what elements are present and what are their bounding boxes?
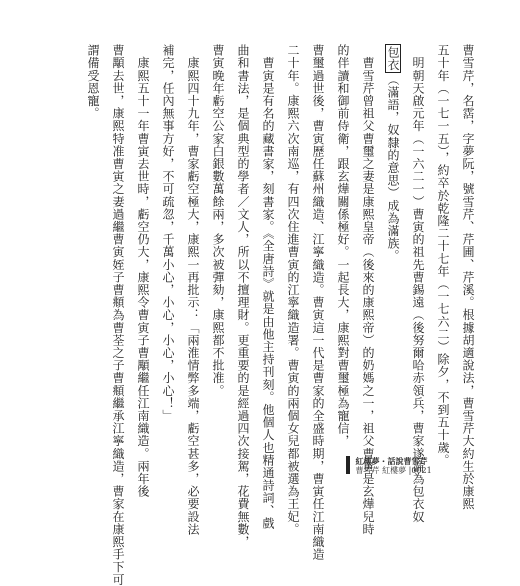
footer-lines [356, 456, 432, 476]
column-text: 康熙四十九年，曹家虧空極大，康熙一再批示：「兩淮情弊多端，虧空甚多，必要設法 [186, 44, 200, 536]
boxed-term: 包衣 [386, 46, 400, 72]
text-column [133, 44, 152, 498]
column-text: 二十年。康熙六次南巡，有四次住進曹寅的江寧織造署。曹寅的兩個女兒都被選為王妃。 [286, 44, 300, 536]
text-column [408, 44, 427, 523]
column-text: 五十年（一七一五），約卒於乾隆二十七年（一七六二）除夕，不到五十歲。 [436, 44, 450, 467]
text-column [208, 44, 227, 397]
text-column [233, 44, 252, 548]
footer-page-number: 曹雪芹 紅樓夢 |0021 [355, 466, 432, 475]
column-text: 康熙五十一年曹寅去世時，虧空仍大，康熙令曹寅子曹顒繼任江南織造。兩年後 [136, 44, 150, 498]
column-text: 曹雪芹曾祖父曹璽之妻是康熙皇帝（後來的康熙帝）的奶媽之一，祖父曹寅是玄燁兒時 [361, 44, 375, 536]
column-text: 曹雪芹，名霑，字夢阮，號雪芹、芹圃、芹溪。根據胡適說法，曹雪芹大約生於康熙 [461, 44, 475, 511]
column-text: 的伴讀和御前侍衛，跟玄燁關係極好。一起長大，康熙對曹璽極為寵信， [336, 44, 350, 448]
page-footer [346, 456, 432, 476]
column-text: 明朝天啟元年（一六二一）曹寅的祖先曹錫遠（後努爾哈赤領兵，曹家遂淪為包衣奴 [411, 44, 425, 523]
footer-marker [346, 456, 350, 474]
column-text: 謂備受恩寵。 [86, 44, 100, 120]
text-column [83, 44, 102, 120]
text-column [458, 44, 477, 510]
column-text: （滿語，奴隸的意思）成為滿族。 [386, 73, 400, 263]
column-text: 曹璽過世後，曹寅歷任蘇州織造、江寧織造。曹寅這一代是曹家的全盛時期，曹寅任江南織造 [311, 44, 325, 561]
footer-book-title: 紅樓夢・話說曹雪芹 [355, 456, 428, 466]
text-column [183, 44, 202, 535]
column-text: 補完，任內無事方好，不可疏忽，千萬小心，小心，小心，小心！」 [161, 44, 175, 422]
text-column [258, 44, 277, 529]
text-column [283, 44, 302, 535]
text-column [333, 44, 352, 447]
text-column [433, 44, 452, 466]
column-text: 曹寅晚年虧空公家白銀數萬餘兩，多次被彈劾，康熙都不批准。 [211, 44, 225, 397]
text-column [308, 44, 327, 561]
text-column [383, 44, 402, 262]
text-column [158, 44, 177, 422]
column-text: 曹寅是有名的藏書家，刻書家。《全唐詩》就是由他主持刊刻。他個人也精通詩詞、戲 [261, 44, 275, 530]
text-column [108, 44, 127, 586]
column-text: 曹顒去世，康熙特准曹寅之妻過繼曹寅姪子曹頫為曹荃之子曹頫繼承江寧織造，曹家在康熙手下可 [111, 44, 125, 586]
column-text: 曲和書法，是個典型的學者／文人，所以不擅理財。更重要的是經過四次接駕，花費無數， [236, 44, 250, 548]
